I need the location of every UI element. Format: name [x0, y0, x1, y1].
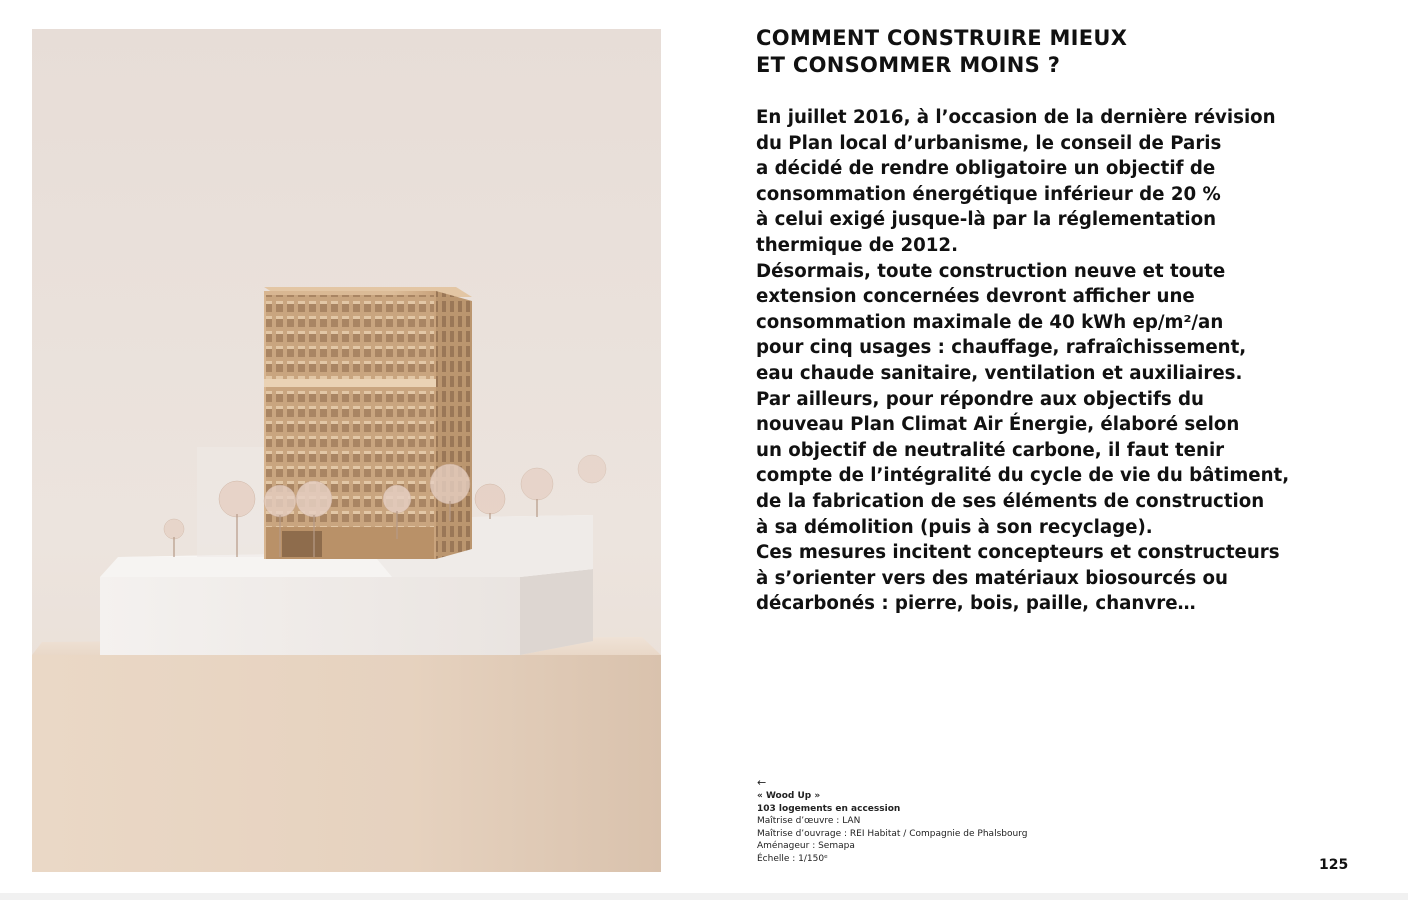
body-line: consommation énergétique inférieur de 20 %: [756, 183, 1221, 205]
body-line: Désormais, toute construction neuve et toute: [756, 260, 1226, 282]
page-title: [756, 25, 1127, 79]
body-line: compte de l’intégralité du cycle de vie du bâtiment,: [756, 465, 1290, 487]
body-line: un objectif de neutralité carbone, il faut tenir: [756, 439, 1225, 461]
title-line: ET CONSOMMER MOINS ?: [756, 53, 1061, 77]
pedestal: [32, 637, 661, 872]
caption-detail: Aménageur : Semapa: [757, 841, 855, 852]
body-line: eau chaude sanitaire, ventilation et auxiliaires.: [756, 362, 1243, 384]
caption-project-name: « Wood Up »: [757, 791, 821, 801]
caption-detail: Échelle : 1/150ᵉ: [757, 853, 828, 864]
body-line: à s’orienter vers des matériaux biosourcés ou: [756, 567, 1228, 589]
body-line: Par ailleurs, pour répondre aux objectifs du: [756, 388, 1205, 410]
body-line: Ces mesures incitent concepteurs et constructeurs: [756, 542, 1280, 564]
left-arrow-icon: ←: [757, 776, 767, 789]
body-line: à sa démolition (puis à son recyclage).: [756, 516, 1153, 538]
body-line: nouveau Plan Climat Air Énergie, élaboré selon: [756, 414, 1240, 436]
caption-detail: Maîtrise d’œuvre : LAN: [757, 816, 861, 827]
body-line: extension concernées devront afficher une: [756, 286, 1195, 308]
page-number: 125: [1319, 857, 1349, 873]
body-line: En juillet 2016, à l’occasion de la dernière révision: [756, 107, 1276, 128]
body-line: thermique de 2012.: [756, 234, 958, 256]
body-text: [756, 105, 1289, 617]
wooden-tower: [264, 287, 472, 559]
caption-subtitle: 103 logements en accession: [757, 803, 901, 814]
bottom-edge: [0, 893, 1408, 900]
body-line: de la fabrication de ses éléments de construction: [756, 490, 1265, 512]
caption-detail: Maîtrise d’ouvrage : REI Habitat / Compagnie de Phalsbourg: [757, 828, 1028, 839]
body-line: a décidé de rendre obligatoire un objectif de: [756, 158, 1216, 180]
body-line: pour cinq usages : chauffage, rafraîchissement,: [756, 337, 1247, 359]
photo-caption: [757, 776, 1027, 866]
body-line: du Plan local d’urbanisme, le conseil de Paris: [756, 132, 1222, 154]
body-line: consommation maximale de 40 kWh ep/m²/an: [756, 311, 1224, 333]
title-line: COMMENT CONSTRUIRE MIEUX: [756, 26, 1128, 50]
architectural-model-photo: [32, 29, 661, 872]
body-line: décarbonés : pierre, bois, paille, chanvre…: [756, 593, 1196, 615]
body-line: à celui exigé jusque-là par la réglementation: [756, 209, 1217, 231]
